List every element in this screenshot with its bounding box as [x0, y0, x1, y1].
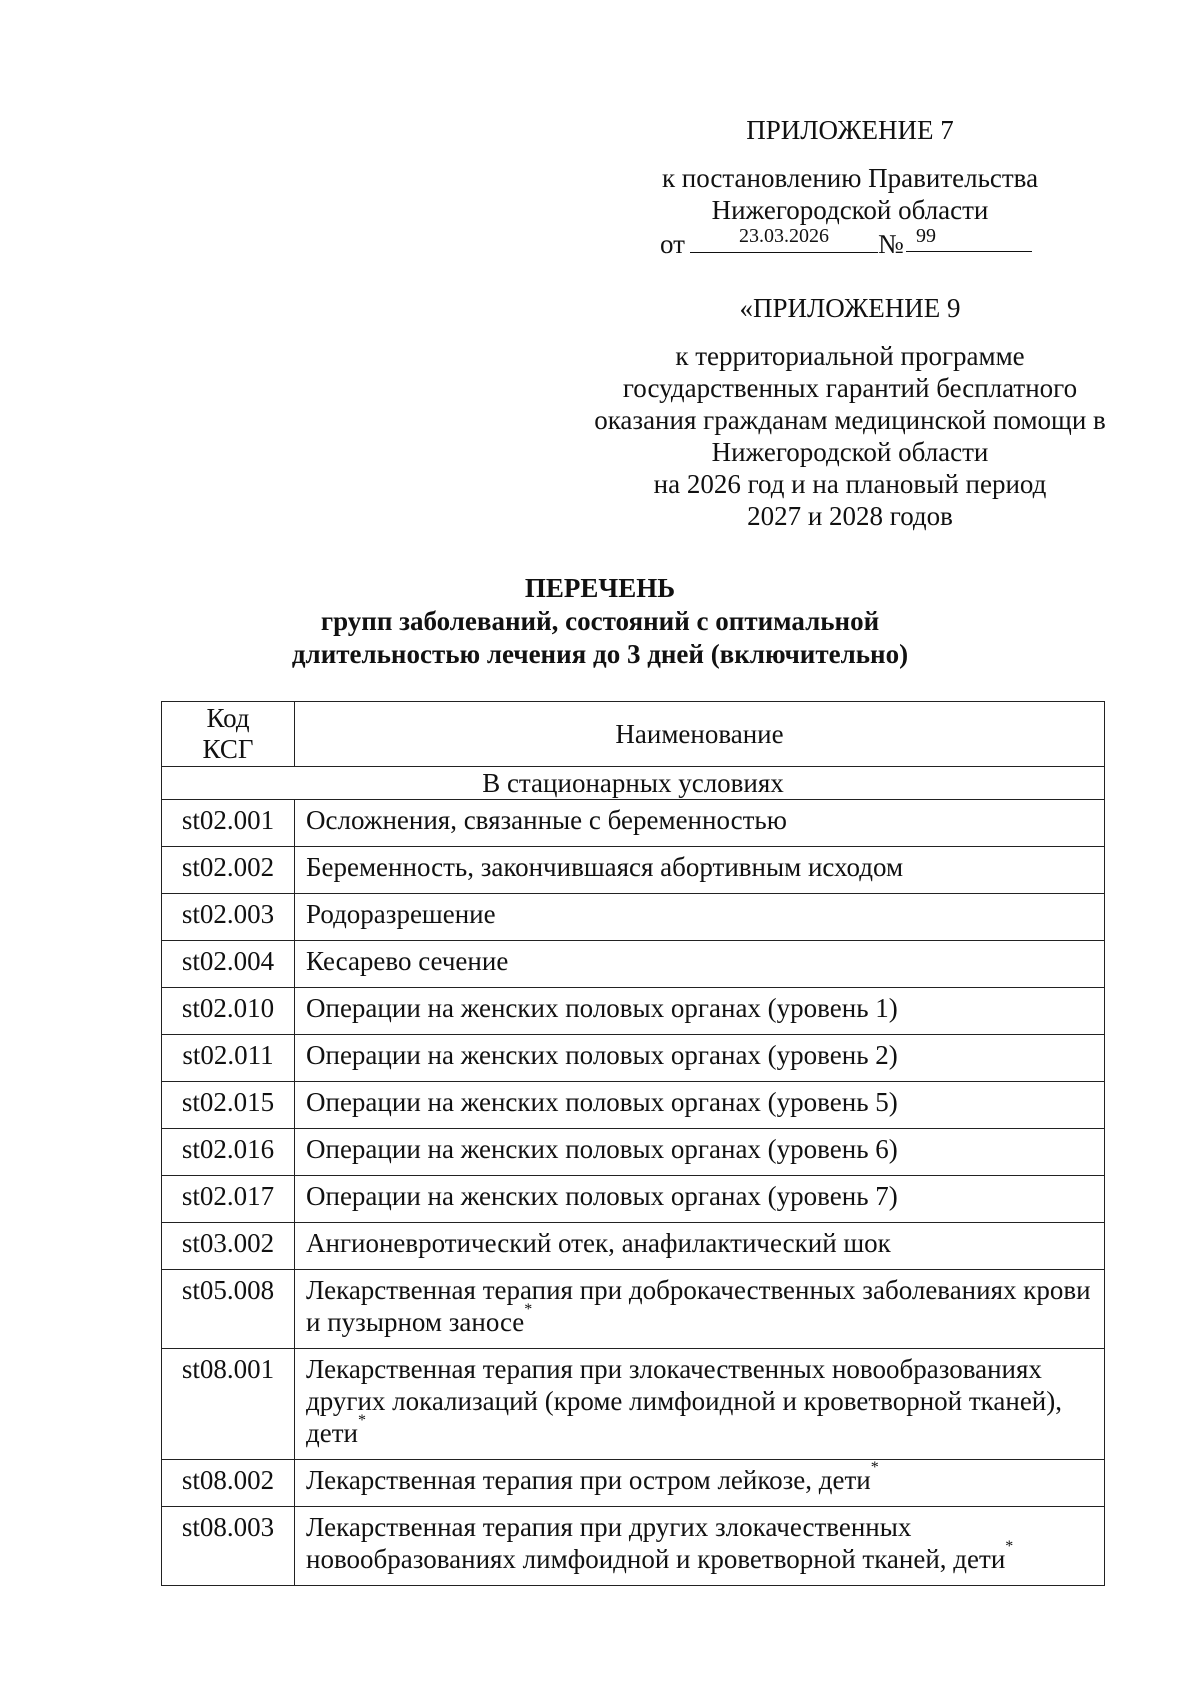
- ksg-code: st08.003: [162, 1507, 295, 1586]
- ksg-code: st03.002: [162, 1223, 295, 1270]
- appendix-9-title: «ПРИЛОЖЕНИЕ 9: [739, 293, 961, 323]
- ksg-code: st02.004: [162, 941, 295, 988]
- ksg-code: st02.001: [162, 800, 295, 847]
- ksg-name-cell: [295, 800, 1105, 847]
- ksg-name-cell: [295, 1507, 1105, 1586]
- header-code: [162, 702, 295, 767]
- ksg-name-cell: [295, 894, 1105, 941]
- ksg-code: st02.015: [162, 1082, 295, 1129]
- ksg-name: Лекарственная терапия при доброкачественных заболеваниях крови и пузырном заносе: [306, 1275, 1091, 1337]
- ksg-code: st02.002: [162, 847, 295, 894]
- ksg-name-cell: [295, 941, 1105, 988]
- resolution-date: 23.03.2026: [690, 226, 878, 253]
- ksg-name-cell: [295, 1223, 1105, 1270]
- ksg-name-cell: [295, 1035, 1105, 1082]
- header-code-line-1: Код: [206, 703, 250, 733]
- table-row: [162, 1129, 1105, 1176]
- heading-line-1: групп заболеваний, состояний с оптимальной: [320, 606, 880, 636]
- date-prefix: от: [660, 229, 685, 259]
- ksg-table: [161, 701, 1105, 1586]
- table-row: [162, 1082, 1105, 1129]
- table-row: [162, 1460, 1105, 1507]
- section-title: В стационарных условиях: [162, 767, 1105, 800]
- table-row: [162, 894, 1105, 941]
- table-row: [162, 800, 1105, 847]
- ksg-name: Лекарственная терапия при остром лейкозе, дети: [306, 1465, 871, 1495]
- footnote-asterisk: *: [524, 1301, 533, 1318]
- ksg-name: Ангионевротический отек, анафилактический шок: [306, 1228, 891, 1258]
- ksg-name: Лекарственная терапия при злокачественных новообразованиях других локализаций (кроме лимфоидной и кроветворной тканей), дети: [306, 1354, 1062, 1448]
- appendix-7-line-2: Нижегородской области: [711, 195, 989, 225]
- table-row: [162, 1223, 1105, 1270]
- table-row: [162, 1176, 1105, 1223]
- header-code-line-2: КСГ: [202, 734, 254, 764]
- table-row: [162, 1507, 1105, 1586]
- ksg-name-cell: [295, 1176, 1105, 1223]
- appendix-9-line: Нижегородской области: [711, 437, 989, 467]
- ksg-code: st02.003: [162, 894, 295, 941]
- table-row: [162, 1035, 1105, 1082]
- footnote-asterisk: *: [357, 1412, 366, 1429]
- ksg-name-cell: [295, 1349, 1105, 1460]
- ksg-code: st08.002: [162, 1460, 295, 1507]
- ksg-name: Родоразрешение: [306, 899, 496, 929]
- header-name: Наименование: [295, 702, 1105, 767]
- heading-line-2: длительностью лечения до 3 дней (включительно): [291, 639, 909, 669]
- ksg-name-cell: [295, 1082, 1105, 1129]
- appendix-7-title: ПРИЛОЖЕНИЕ 7: [746, 115, 954, 145]
- appendix-7-line-1: к постановлению Правительства: [661, 163, 1039, 193]
- ksg-name: Осложнения, связанные с беременностью: [306, 805, 787, 835]
- ksg-code: st05.008: [162, 1270, 295, 1349]
- table-body: [162, 800, 1105, 1586]
- ksg-code: st08.001: [162, 1349, 295, 1460]
- resolution-date-line: [640, 226, 1060, 262]
- ksg-name: Операции на женских половых органах (уровень 6): [306, 1134, 898, 1164]
- ksg-name: Операции на женских половых органах (уровень 1): [306, 993, 898, 1023]
- heading-title: ПЕРЕЧЕНЬ: [524, 573, 676, 603]
- ksg-name-cell: [295, 988, 1105, 1035]
- table-row: [162, 941, 1105, 988]
- table-row: [162, 988, 1105, 1035]
- appendix-9-line: государственных гарантий бесплатного: [622, 373, 1078, 403]
- ksg-code: st02.016: [162, 1129, 295, 1176]
- section-row: [162, 767, 1105, 800]
- ksg-code: st02.010: [162, 988, 295, 1035]
- ksg-code: st02.017: [162, 1176, 295, 1223]
- ksg-name: Беременность, закончившаяся абортивным исходом: [306, 852, 904, 882]
- table-row: [162, 847, 1105, 894]
- ksg-name-cell: [295, 1270, 1105, 1349]
- appendix-9-line: на 2026 год и на плановый период: [653, 469, 1047, 499]
- appendix-9-line: 2027 и 2028 годов: [747, 501, 953, 531]
- ksg-name-cell: [295, 1460, 1105, 1507]
- ksg-name: Операции на женских половых органах (уровень 7): [306, 1181, 898, 1211]
- resolution-number: 99: [906, 226, 1032, 252]
- list-heading: [150, 572, 1050, 671]
- footnote-asterisk: *: [870, 1459, 879, 1476]
- ksg-name: Операции на женских половых органах (уровень 2): [306, 1040, 898, 1070]
- appendix-7-header: [640, 114, 1060, 262]
- ksg-name-cell: [295, 847, 1105, 894]
- ksg-name: Лекарственная терапия при других злокачественных новообразованиях лимфоидной и кроветворной тканей, дети: [306, 1512, 1006, 1574]
- appendix-9-line: оказания гражданам медицинской помощи в: [594, 405, 1106, 435]
- appendix-9-header: [570, 292, 1130, 532]
- footnote-asterisk: *: [1005, 1538, 1014, 1555]
- appendix-9-line: к территориальной программе: [675, 341, 1025, 371]
- table-row: [162, 1349, 1105, 1460]
- ksg-code: st02.011: [162, 1035, 295, 1082]
- ksg-name: Операции на женских половых органах (уровень 5): [306, 1087, 898, 1117]
- ksg-name-cell: [295, 1129, 1105, 1176]
- number-sign: №: [878, 229, 904, 259]
- table-header-row: [162, 702, 1105, 767]
- ksg-name: Кесарево сечение: [306, 946, 509, 976]
- table-row: [162, 1270, 1105, 1349]
